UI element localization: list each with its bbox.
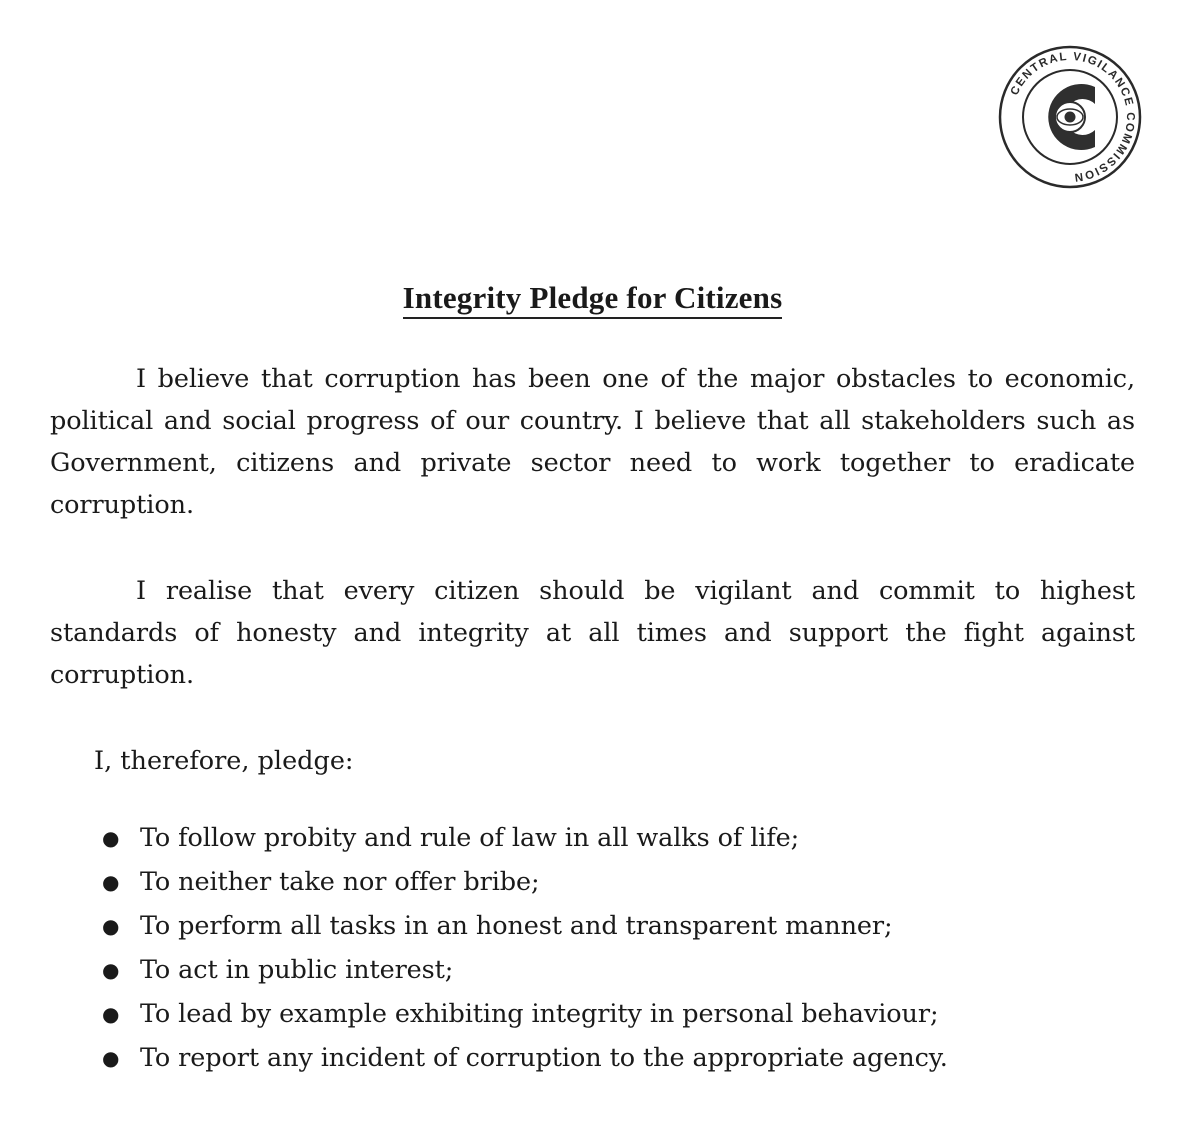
bullet-icon: ● (102, 1046, 120, 1070)
bullet-icon: ● (102, 914, 120, 938)
bullet-icon: ● (102, 826, 120, 850)
list-item-label: To report any incident of corruption to the appropriate agency. (140, 1043, 948, 1073)
cvc-logo (995, 42, 1145, 192)
pledge-list (50, 816, 1135, 1080)
list-item (94, 992, 1135, 1036)
list-item (94, 816, 1135, 860)
bullet-icon: ● (102, 870, 120, 894)
list-item-label: To neither take nor offer bribe; (140, 867, 540, 897)
page-title-text: Integrity Pledge for Citizens (403, 280, 783, 319)
list-item (94, 948, 1135, 992)
paragraph-1: I believe that corruption has been one of the major obstacles to economic, political and social progress of our country. I believe that all stakeholders such as Government, citizens and private sector need to work together to eradicate corruption. (50, 364, 1135, 520)
cvc-emblem-icon (995, 42, 1145, 192)
list-item (94, 1036, 1135, 1080)
svg-text:CENTRAL VIGILANCE COMMISSION: CENTRAL VIGILANCE COMMISSION (1008, 50, 1137, 184)
pledge-lead-in: I, therefore, pledge: (94, 746, 354, 776)
list-item-label: To perform all tasks in an honest and transparent manner; (140, 911, 893, 941)
list-item-label: To act in public interest; (140, 955, 454, 985)
list-item-label: To lead by example exhibiting integrity in personal behaviour; (140, 999, 939, 1029)
bullet-icon: ● (102, 1002, 120, 1026)
document-body (50, 280, 1135, 1080)
list-item-label: To follow probity and rule of law in all walks of life; (140, 823, 800, 853)
list-item (94, 904, 1135, 948)
page-title (50, 280, 1135, 316)
list-item (94, 860, 1135, 904)
paragraph-2: I realise that every citizen should be vigilant and commit to highest standards of honesty and integrity at all times and support the fight against corruption. (50, 576, 1135, 690)
bullet-icon: ● (102, 958, 120, 982)
